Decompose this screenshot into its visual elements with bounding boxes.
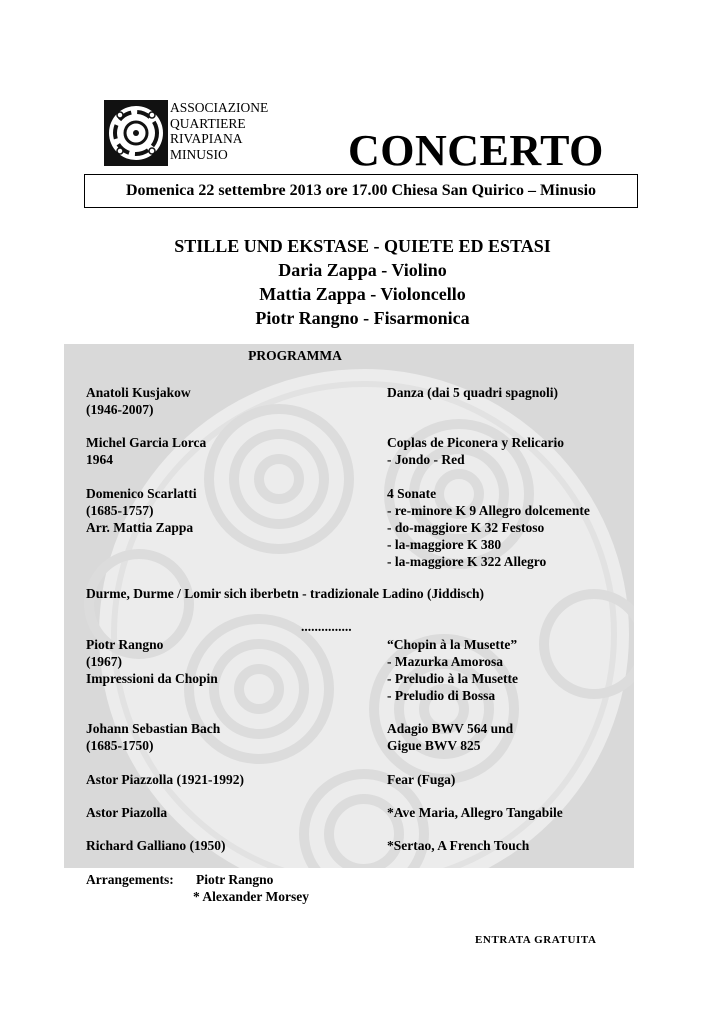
composer-dates: (1685-1750) [86,738,154,753]
arranger-name: * Alexander Morsey [193,889,309,904]
composer-name: Anatoli Kusjakow [86,385,191,400]
piece-movement: - Mazurka Amorosa [387,654,503,669]
composer-dates: (1685-1757) [86,503,154,518]
piece-title: Danza (dai 5 quadri spagnoli) [387,385,559,400]
performer-line: Mattia Zappa - Violoncello [259,284,466,304]
piece-movement: - la-maggiore K 322 Allegro [387,554,547,569]
piece-title: Fear (Fuga) [387,772,456,787]
composer-name: Astor Piazolla [86,805,168,820]
decorative-disc-background [64,344,634,868]
date-venue-box: Domenica 22 settembre 2013 ore 17.00 Chiesa San Quirico – Minusio [84,174,638,208]
piece-title: Coplas de Piconera y Relicario [387,435,564,450]
org-line: MINUSIO [170,146,228,162]
org-line: QUARTIERE [170,115,246,131]
performer-line: Daria Zappa - Violino [278,260,447,280]
piece-movement: - Preludio à la Musette [387,671,518,686]
piece-title: *Ave Maria, Allegro Tangabile [387,805,563,820]
composer-dates: (1967) [86,654,122,669]
composer-name: Johann Sebastian Bach [86,721,221,736]
organization-name [170,100,268,162]
traditional-piece: Durme, Durme / Lomir sich iberbetn - tradizionale Ladino (Jiddisch) [86,586,484,601]
free-entry-note: ENTRATA GRATUITA [475,934,597,946]
piece-title: Gigue BWV 825 [387,738,481,753]
piece-title: *Sertao, A French Touch [387,838,530,853]
composer-dates: (1946-2007) [86,402,154,417]
piece-movement: - Jondo - Red [387,452,465,467]
piece-movement: - Preludio di Bossa [387,688,496,703]
arranger-note: Arr. Mattia Zappa [86,520,194,535]
composer-name: Michel Garcia Lorca [86,435,207,450]
composer-name: Richard Galliano (1950) [86,838,226,853]
piece-movement: - la-maggiore K 380 [387,537,502,552]
composer-name: Domenico Scarlatti [86,486,197,501]
piece-title: Adagio BWV 564 und [387,721,514,736]
arrangements-label: Arrangements: [86,872,174,887]
composer-dates: 1964 [86,452,113,467]
piece-title: 4 Sonate [387,486,437,501]
program-panel [64,344,634,868]
piece-movement: - do-maggiore K 32 Festoso [387,520,545,535]
program-title: PROGRAMMA [248,348,342,363]
composer-note: Impressioni da Chopin [86,671,218,686]
concert-subtitle: STILLE UND EKSTASE - QUIETE ED ESTASI [174,236,551,256]
piece-title: “Chopin à la Musette” [387,637,518,652]
org-line: ASSOCIAZIONE [170,100,269,115]
separator-dots: ............... [301,619,352,634]
arranger-name: Piotr Rangno [196,872,274,887]
associazione-logo [104,100,168,166]
page-title: CONCERTO [348,126,604,175]
performer-line: Piotr Rangno - Fisarmonica [255,308,470,328]
org-line: RIVAPIANA [170,131,243,146]
composer-name: Piotr Rangno [86,637,164,652]
composer-name: Astor Piazzolla (1921-1992) [86,772,244,787]
piece-movement: - re-minore K 9 Allegro dolcemente [387,503,590,518]
